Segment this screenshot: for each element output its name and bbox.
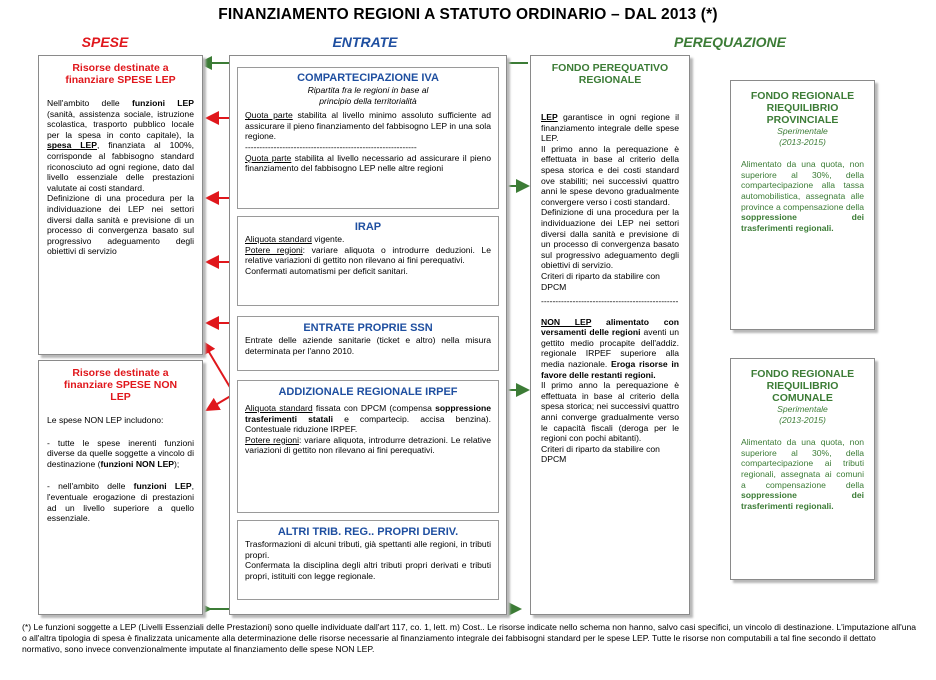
fondo-lep-criteria: Il primo anno la perequazione è effettuata in base al criterio della spesa storica e dei costi standard ove stabiliti; nei successivi quattro anni le spese devono gradualmente convergere verso i costi standard. [541,143,679,207]
spese-lep-text: Nell'ambito delle funzioni LEP (sanità, assistenza sociale, istruzione scolastica, trasporto pubblico locale per la spesa in conto capitale), la spesa LEP, finanziata al 100%, corrisponde al fabbisogno standard riconosciuto ad ogni regione, dato dal livello essenziale delle prestazioni valutate ai costi standard. [47,98,194,193]
fondo-non-lep-dpcm: Criteri di riparto da stabilire con DPCM [541,443,660,465]
spese-non-lep-item1: - tutte le spese inerenti funzioni diverse da quelle soggette a vincolo di destinazione (funzioni NON LEP); [47,437,194,469]
spese-non-lep-title: Risorse destinate a finanziare SPESE NON LEP [63,367,178,403]
fondo-non-lep-text: NON LEP alimentato con versamenti delle regioni aventi un gettito medio procapite dell'addiz. regionale IRPEF superiore alla media nazionale. Eroga risorse in favore delle restanti regioni. [541,316,680,380]
altri-tributi-title: ALTRI TRIB. REG.. PROPRI DERIV. [277,526,459,538]
ssn-box [237,316,499,371]
irpef-aliquota: Aliquota standard fissata con DPCM (compensa soppressione trasferimenti statali e compartecip. accisa benzina). Contestuale riduzione IRPEF. [245,403,491,435]
fondo-provinciale-box [730,80,875,330]
fondo-perequativo-box [530,55,690,615]
page-title: FINANZIAMENTO REGIONI A STATUTO ORDINARIO – DAL 2013 (*) [218,6,718,23]
iva-title: COMPARTECIPAZIONE IVA [297,72,439,84]
altri-tributi-box [237,520,499,600]
fondo-non-lep-criteria: Il primo anno la perequazione è effettuata in base al criterio della spesa storica; nei successivi quattro anni converge gradualmente verso le capacità fiscali (deroga per le regioni con pochi abitanti). [541,380,679,444]
irpef-title: ADDIZIONALE REGIONALE IRPEF [278,386,458,398]
iva-separator: ------------------------------------------------------------ [245,141,417,152]
iva-quota-1: Quota parte stabilita al livello minimo assoluto sufficiente ad assicurare il pieno finanziamento del fabbisogno LEP in una sola regione. [245,110,491,142]
spese-non-lep-intro: Le spese NON LEP includono: [47,415,164,425]
irap-automatismi: Confermati automatismi per deficit sanitari. [245,265,408,276]
fondo-provinciale-sub-1: Sperimentale [777,126,828,136]
footnote: (*) Le funzioni soggette a LEP (Livelli Essenziali delle Prestazioni) sono quelle individuate dall'art 117, co. 1, lett. m) Cost.. Le risorse indicate nello schema non hanno, salvo casi specifici, un vincolo di destinazione. L'imputazione all'una o all'altra tipologia di spesa è finalizzata unicamente alla determinazione delle risorse necessarie al finanziamento integrale dei fabbisogni standard per le spese LEP. Tutte le risorse non computabili a tal fine secondo il dettato normativo, sono invece convenzionalmente imputate al finanziamento delle spese NON LEP. [22,622,917,654]
ssn-text: Entrate delle aziende sanitarie (ticket e altro) nella misura determinata per l'anno 2010. [245,335,491,356]
column-header-perequazione: PEREQUAZIONE [673,34,786,50]
spese-lep-title: Risorse destinate a finanziare SPESE LEP [65,62,176,86]
iva-subtitle-1: Ripartita fra le regioni in base al [307,85,429,95]
iva-subtitle-2: principio della territorialità [319,95,417,106]
fondo-comunale-sub-2: (2013-2015) [779,414,826,425]
irpef-box [237,380,499,513]
altri-tributi-text-2: Confermata la disciplina degli altri tributi propri derivati e tributi propri, istituiti con legge regionale. [245,560,491,581]
fondo-lep-dpcm: Criteri di riparto da stabilire con DPCM [541,270,660,292]
fondo-provinciale-text: Alimentato da una quota, non superiore al 30%, della compartecipazione alla tassa automobilistica, assegnata alle province a compensazione della soppressione dei trasferimenti regionali. [741,159,864,233]
ssn-title: ENTRATE PROPRIE SSN [303,322,433,334]
iva-quota-2: Quota parte stabilita al livello necessario ad assicurare il pieno finanziamento del fabbisogno LEP nelle altre regioni [245,152,491,174]
iva-box [237,67,499,209]
column-header-entrate: ENTRATE [332,34,398,50]
fondo-lep-text: LEP garantisce in ogni regione il finanziamento integrale delle spese LEP. [541,112,679,144]
fondo-comunale-text: Alimentato da una quota, non superiore al 30%, della compartecipazione ai tributi regionali, assegnata ai comuni a compensazione della soppressione dei trasferimenti regionali. [741,437,864,511]
column-header-spese: SPESE [81,34,129,50]
fondo-lep-procedure: Definizione di una procedura per la individuazione dei LEP nei settori diversi dalla sanità e previsione di un processo di convergenza basato sul progressivo adeguamento degli obiettivi di servizio. [541,207,679,271]
altri-tributi-text-1: Trasformazioni di alcuni tributi, già spettanti alle regioni, in tributi propri. [245,539,491,560]
irap-title: IRAP [354,221,382,233]
fondo-comunale-title: FONDO REGIONALE RIEQUILIBRIO COMUNALE [750,368,855,404]
irap-aliquota: Aliquota standard vigente. [245,234,345,244]
spese-non-lep-box [38,360,203,615]
spese-non-lep-item2: - nell'ambito delle funzioni LEP, l'eventuale erogazione di prestazioni ad un livello superiore a quello essenziale. [47,481,194,524]
fondo-comunale-box [730,358,875,580]
fondo-comunale-sub-1: Sperimentale [777,404,828,414]
fondo-perequativo-title: FONDO PEREQUATIVO REGIONALE [551,62,669,86]
spese-lep-procedure: Definizione di una procedura per la individuazione dei LEP nei settori diversi dalla sanità e previsione di un processo di convergenza basato sul progressivo adeguamento degli obiettivi di servizio [47,193,194,257]
fondo-separator: ------------------------------------------------ [541,296,679,307]
irap-box [237,216,499,306]
irap-potere: Potere regioni: variare aliquota o introdurre deduzioni. Le relative variazioni di gettito non rilevano ai fini perequativi. [245,244,491,266]
irpef-potere: Potere regioni: variare aliquota, introdurre detrazioni. Le relative variazioni di gettito non rilevano ai fini perequativi. [245,434,491,456]
fondo-provinciale-title: FONDO REGIONALE RIEQUILIBRIO PROVINCIALE [750,90,855,126]
spese-lep-box [38,55,203,355]
fondo-provinciale-sub-2: (2013-2015) [779,136,826,147]
